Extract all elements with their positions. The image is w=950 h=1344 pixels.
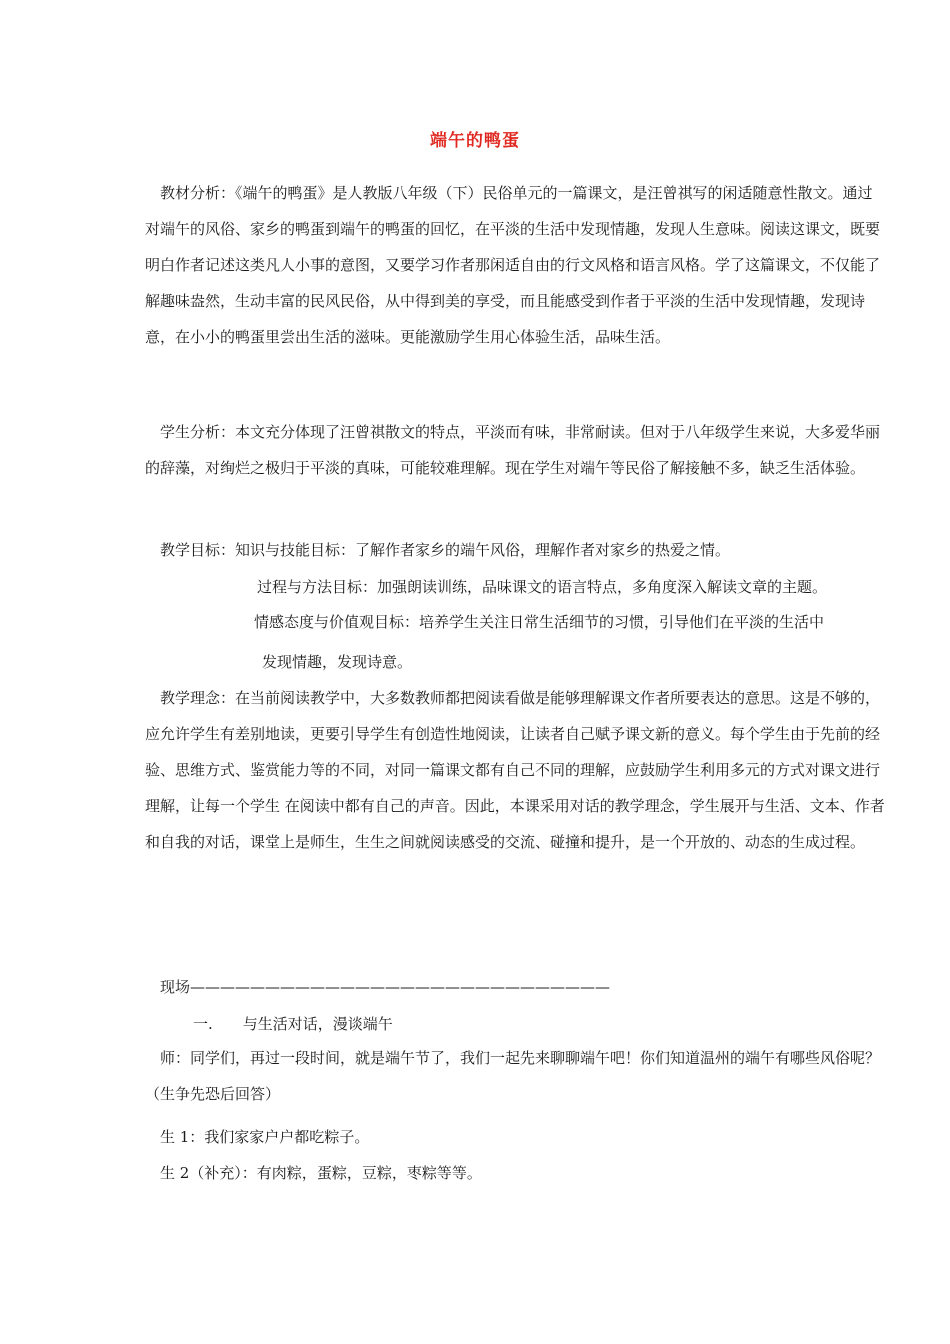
- teaching-goal-knowledge: 教学目标：知识与技能目标：了解作者家乡的端午风俗，理解作者对家乡的热爱之情。: [160, 541, 731, 559]
- student-dialog-2: 生 2（补充）：有肉粽，蛋粽，豆粽，枣粽等等。: [160, 1164, 482, 1182]
- section-heading-1: 一. 与生活对话，漫谈端午: [193, 1015, 393, 1033]
- document-title: 端午的鸭蛋: [430, 131, 520, 151]
- teaching-goal-emotion-line2: 发现情趣，发现诗意。: [262, 653, 413, 671]
- teacher-dialog: 师：同学们，再过一段时间，就是端午节了，我们一起先来聊聊端午吧！你们知道温州的端午有哪些风俗呢？（生争先恐后回答）: [145, 1049, 881, 1103]
- scene-heading: 现场————————————————————————————: [160, 978, 611, 996]
- textbook-analysis-paragraph: 教材分析：《端午的鸭蛋》是人教版八年级（下）民俗单元的一篇课文，是汪曾祺写的闲适随意性散文。通过对端午的风俗、家乡的鸭蛋到端午的鸭蛋的回忆，在平淡的生活中发现情趣，发现人生意味。阅读这课文，既要明白作者记述这类凡人小事的意图，又要学习作者那闲适自由的行文风格和语言风格。学了这篇课文，不仅能了解趣味盎然，生动丰富的民风民俗，从中得到美的享受，而且能感受到作者于平淡的生活中发现情趣，发现诗意，在小小的鸭蛋里尝出生活的滋味。更能激励学生用心体验生活，品味生活。: [145, 184, 881, 346]
- teaching-goal-process: 过程与方法目标：加强朗读训练，品味课文的语言特点，多角度深入解读文章的主题。: [257, 578, 828, 596]
- student-dialog-1: 生 1：我们家家户户都吃粽子。: [160, 1128, 370, 1146]
- student-analysis-paragraph: 学生分析：本文充分体现了汪曾祺散文的特点，平淡而有味，非常耐读。但对于八年级学生来说，大多爱华丽的辞藻，对绚烂之极归于平淡的真味，可能较难理解。现在学生对端午等民俗了解接触不多，缺乏生活体验。: [145, 423, 881, 477]
- teaching-philosophy-paragraph: 教学理念：在当前阅读教学中，大多数教师都把阅读看做是能够理解课文作者所要表达的意思。这是不够的，应允许学生有差别地读，更要引导学生有创造性地阅读，让读者自己赋予课文新的意义。每个学生由于先前的经验、思维方式、鉴赏能力等的不同，对同一篇课文都有自己不同的理解，应鼓励学生利用多元的方式对课文进行理解，让每一个学生 在阅读中都有自己的声音。因此，本课采用对话的教学理念，学生展开与生活、文本、作者和自我的对话，课堂上是师生，生生之间就阅读感受的交流、碰撞和提升，是一个开放的、动态的生成过程。: [145, 689, 885, 851]
- teaching-goal-emotion-line1: 情感态度与价值观目标：培养学生关注日常生活细节的习惯，引导他们在平淡的生活中: [254, 613, 825, 631]
